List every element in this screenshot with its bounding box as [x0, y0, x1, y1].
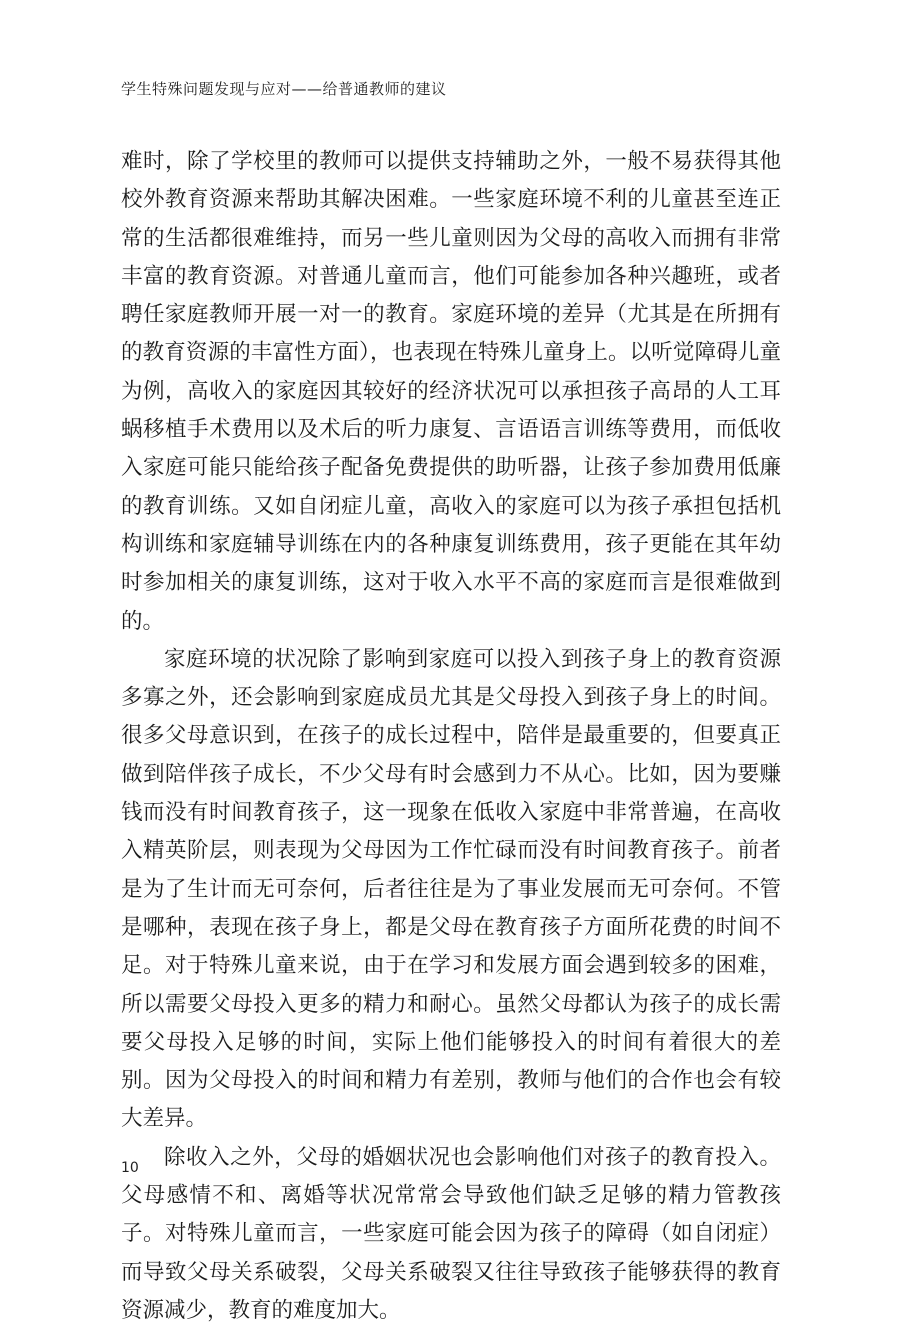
paragraph: 家庭环境的状况除了影响到家庭可以投入到孩子身上的教育资源多寡之外，还会影响到家庭成员尤其是父母投入到孩子身上的时间。很多父母意识到，在孩子的成长过程中，陪伴是最重要的，但要真正做到陪伴孩子成长，不少父母有时会感到力不从心。比如，因为要赚钱而没有时间教育孩子，这一现象在低收入家庭中非常普遍，在高收入精英阶层，则表现为父母因为工作忙碌而没有时间教育孩子。前者是为了生计而无可奈何，后者往往是为了事业发展而无可奈何。不管是哪种，表现在孩子身上，都是父母在教育孩子方面所花费的时间不足。对于特殊儿童来说，由于在学习和发展方面会遇到较多的困难，所以需要父母投入更多的精力和耐心。虽然父母都认为孩子的成长需要父母投入足够的时间，实际上他们能够投入的时间有着很大的差别。因为父母投入的时间和精力有差别，教师与他们的合作也会有较大差异。: [121, 646, 781, 1132]
body-text: [121, 143, 781, 1330]
page-number: 10: [121, 1160, 139, 1176]
paragraph: 除收入之外，父母的婚姻状况也会影响他们对孩子的教育投入。父母感情不和、离婚等状况常常会导致他们缺乏足够的精力管教孩子。对特殊儿童而言，一些家庭可能会因为孩子的障碍（如自闭症）而导致父母关系破裂，父母关系破裂又往往导致孩子能够获得的教育资源减少，教育的难度加大。: [121, 1144, 781, 1323]
running-header: 学生特殊问题发现与应对——给普通教师的建议: [121, 80, 447, 98]
paragraph: 难时，除了学校里的教师可以提供支持辅助之外，一般不易获得其他校外教育资源来帮助其解决困难。一些家庭环境不利的儿童甚至连正常的生活都很难维持，而另一些儿童则因为父母的高收入而拥有非常丰富的教育资源。对普通儿童而言，他们可能参加各种兴趣班，或者聘任家庭教师开展一对一的教育。家庭环境的差异（尤其是在所拥有的教育资源的丰富性方面），也表现在特殊儿童身上。以听觉障碍儿童为例，高收入的家庭因其较好的经济状况可以承担孩子高昂的人工耳蜗移植手术费用以及术后的听力康复、言语语言训练等费用，而低收入家庭可能只能给孩子配备免费提供的助听器，让孩子参加费用低廉的教育训练。又如自闭症儿童，高收入的家庭可以为孩子承担包括机构训练和家庭辅导训练在内的各种康复训练费用，孩子更能在其年幼时参加相关的康复训练，这对于收入水平不高的家庭而言是很难做到的。: [121, 149, 781, 634]
